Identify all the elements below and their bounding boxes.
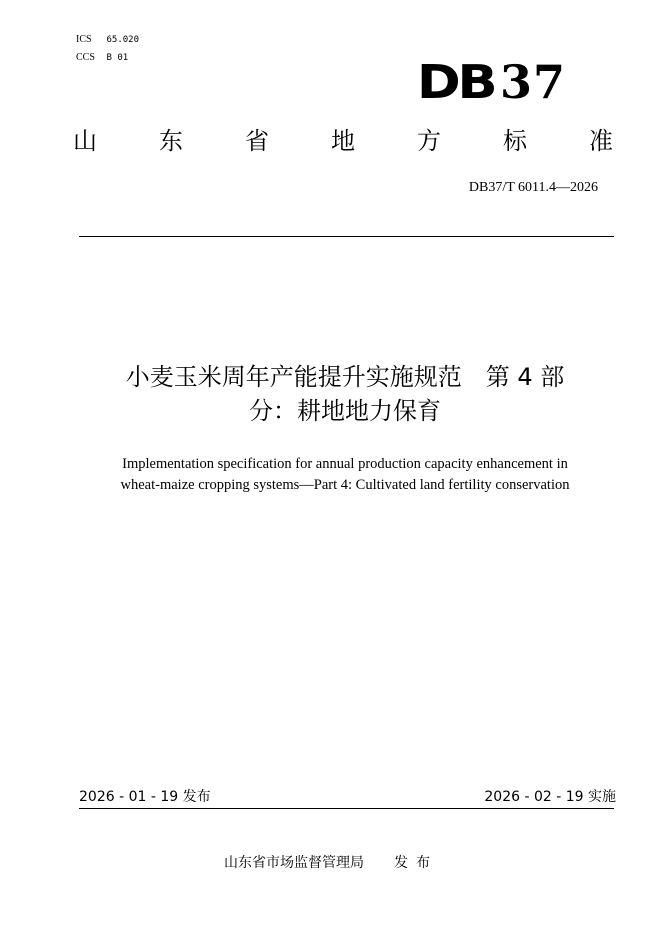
english-title-line-1: Implementation specification for annual production capacity enhancement in — [122, 456, 568, 472]
implement-date: 2026 - 02 - 19 实施 — [484, 789, 616, 805]
standard-type-char: 准 — [589, 127, 613, 155]
bottom-divider — [79, 808, 614, 809]
standard-number: DB37/T 6011.4—2026 — [468, 180, 598, 195]
ccs-value: B 01 — [106, 53, 129, 63]
publish-date: 2026 - 01 - 19 发布 — [79, 789, 211, 805]
standard-type-char: 方 — [417, 127, 441, 155]
standard-type-char: 标 — [503, 127, 527, 155]
standard-type-char: 省 — [245, 127, 269, 155]
logo-number: 37 — [499, 55, 566, 109]
standard-type-char: 东 — [159, 127, 183, 155]
ics-row — [76, 31, 139, 49]
chinese-title-line-1: 小麦玉米周年产能提升实施规范 第 4 部 — [125, 363, 565, 391]
ccs-label: CCS — [76, 52, 95, 63]
standard-type-char: 地 — [331, 127, 355, 155]
logo-letters: DB — [416, 55, 494, 109]
issuer-line — [0, 852, 662, 874]
standard-type-char: 山 — [73, 127, 97, 155]
db37-logo — [416, 55, 566, 109]
chinese-title — [60, 360, 630, 428]
issuer-organization: 山东省市场监督管理局 — [224, 855, 364, 871]
issuer-action: 发布 — [394, 855, 438, 871]
top-divider — [79, 236, 614, 237]
standard-type-heading — [73, 126, 613, 156]
english-title-line-2: wheat-maize cropping systems—Part 4: Cultivated land fertility conservation — [120, 477, 570, 493]
english-title — [70, 454, 620, 496]
ccs-row — [76, 49, 139, 67]
chinese-title-line-2: 分：耕地地力保育 — [249, 397, 441, 425]
ics-label: ICS — [76, 34, 92, 45]
classification-codes — [76, 31, 139, 67]
ics-value: 65.020 — [106, 35, 140, 45]
